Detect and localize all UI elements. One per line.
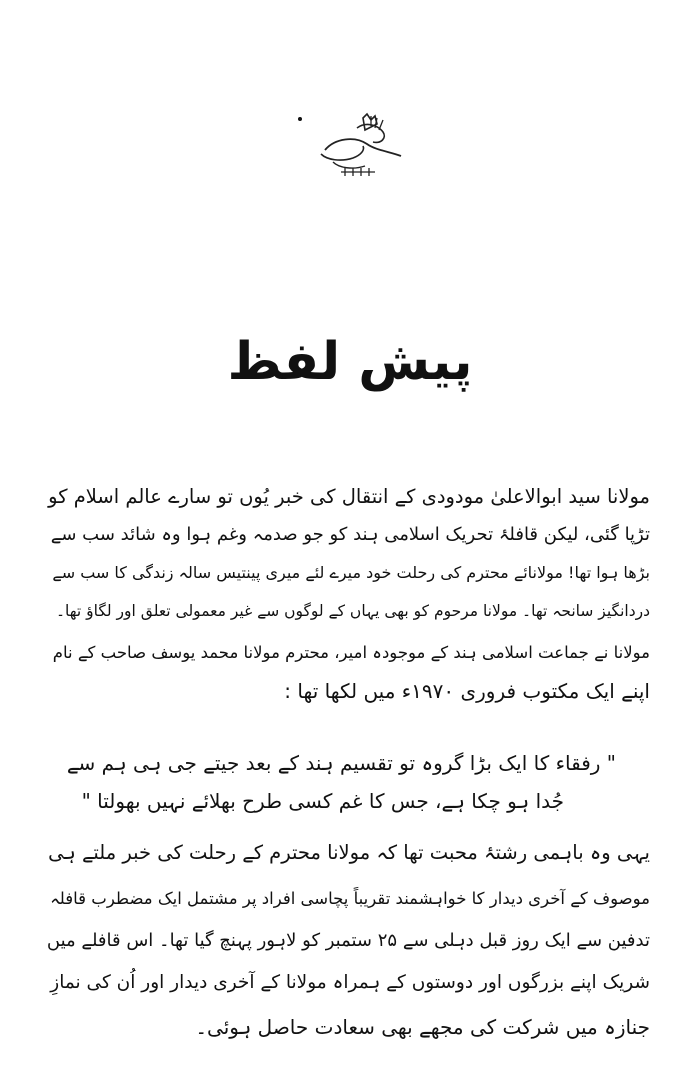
ornament-dot (298, 117, 302, 121)
text-line: جنازہ میں شرکت کی مجھے بھی سعادت حاصل ہوئی۔ (195, 1015, 650, 1039)
text-line: تڑپا گئی، لیکن قافلۂ تحریک اسلامی ہند کو جو صدمہ وغم ہوا وہ شائد سب سے (50, 524, 650, 545)
text-line: یہی وہ باہمی رشتۂ محبت تھا کہ مولانا محترم کے رحلت کی خبر ملتے ہی (48, 841, 650, 864)
text-line: موصوف کے آخری دیدار کا خواہشمند تقریباً پچاسی افراد پر مشتمل ایک مضطرب قافلہ (50, 889, 650, 908)
text-line: شریک اپنے بزرگوں اور دوستوں کے ہمراہ مولانا کے آخری دیدار اور اُن کی نمازِ (50, 972, 650, 993)
bismillah-calligraphy-emblem-icon (305, 110, 405, 185)
quote-line: " رفقاء کا ایک بڑا گروہ تو تقسیم ہند کے بعد جیتے جی ہی ہم سے (66, 751, 616, 775)
quote-line: جُدا ہو چکا ہے، جس کا غم کسی طرح بھلائے نہیں بھولتا " (81, 789, 564, 813)
text-line: مولانا سید ابوالاعلیٰ مودودی کے انتقال کی خبر یُوں تو سارے عالم اسلام کو (48, 485, 650, 508)
text-line: مولانا نے جماعت اسلامی ہند کے موجودہ امیر، محترم مولانا محمد یوسف صاحب کے نام (52, 643, 650, 662)
text-line: اپنے ایک مکتوب فروری ۱۹۷۰ء میں لکھا تھا : (284, 679, 650, 703)
text-line: تدفین سے ایک روز قبل دہلی سے ۲۵ ستمبر کو لاہور پہنچ گیا تھا۔ اس قافلے میں (46, 930, 650, 951)
page-title: پیش لفظ (227, 332, 473, 392)
text-line: دردانگیز سانحہ تھا۔ مولانا مرحوم کو بھی یہاں کے لوگوں سے غیر معمولی تعلق اور لگاؤ تھا۔ (55, 602, 650, 620)
text-line: بڑھا ہوا تھا! مولانائے محترم کی رحلت خود میرے لئے میری پینتیس سالہ زندگی کا سب سے (52, 563, 650, 582)
